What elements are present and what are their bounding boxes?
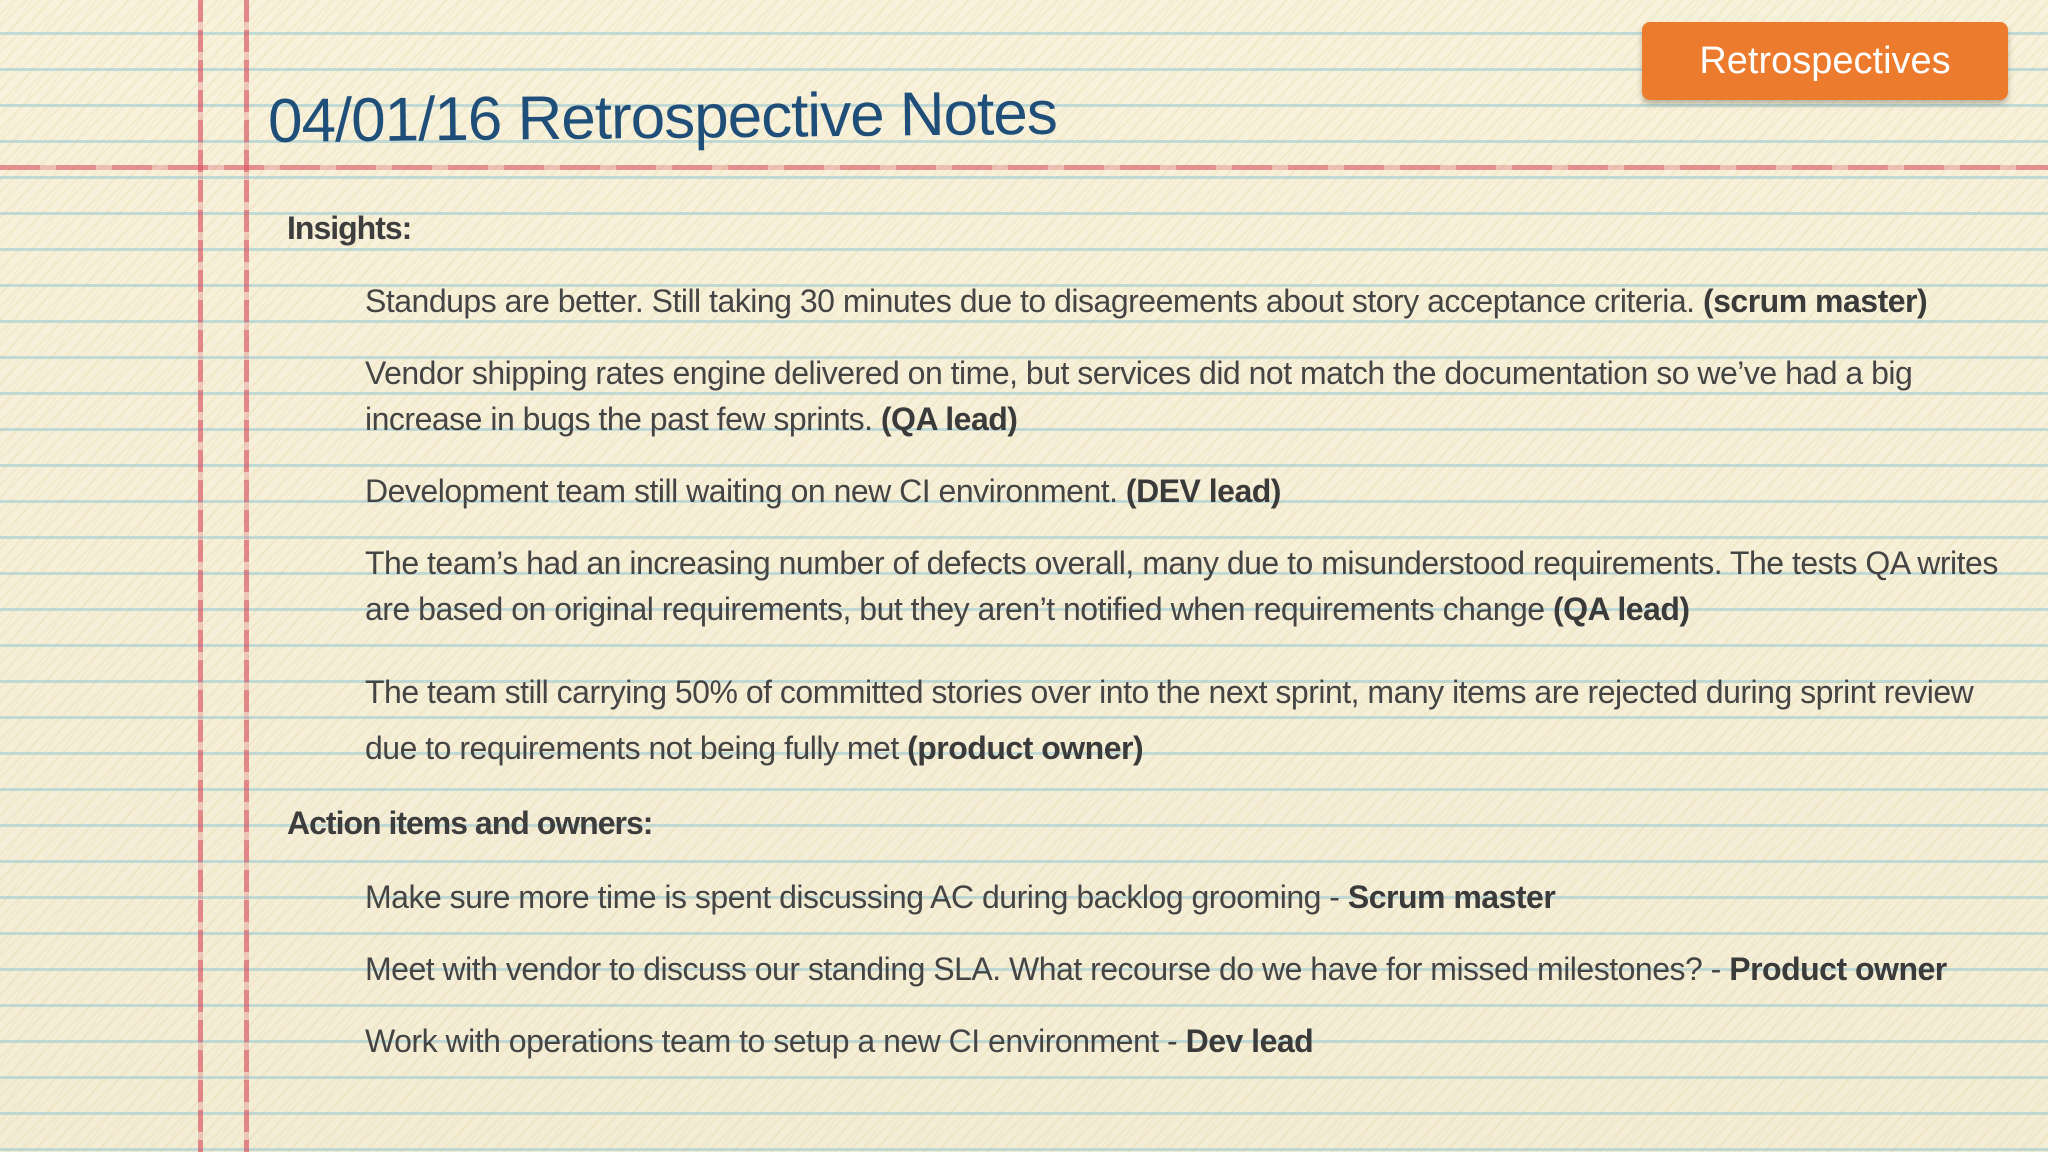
action-item	[365, 946, 2005, 992]
insight-owner: (QA lead)	[1552, 591, 1690, 627]
insight-item	[365, 468, 2005, 514]
insight-owner: (product owner)	[907, 730, 1144, 766]
action-text: Work with operations team to setup a new CI environment -	[365, 1023, 1186, 1059]
action-text: Meet with vendor to discuss our standing SLA. What recourse do we have for missed milestones? -	[365, 951, 1730, 987]
insight-item	[365, 540, 2005, 632]
margin-line-left	[198, 0, 203, 1152]
header-rule	[0, 165, 2048, 170]
insight-text: Standups are better. Still taking 30 minutes due to disagreements about story acceptance criteria.	[365, 283, 1703, 319]
action-text: Make sure more time is spent discussing AC during backlog grooming -	[365, 879, 1348, 915]
insight-item	[365, 278, 2005, 324]
insight-owner: (QA lead)	[880, 401, 1018, 437]
margin-line-right	[244, 0, 249, 1152]
page-title: 04/01/16 Retrospective Notes	[267, 78, 1058, 156]
insight-text: The team still carrying 50% of committed stories over into the next sprint, many items are rejected during sprint review due to requirements not being fully met	[365, 674, 1974, 766]
insight-text: Development team still waiting on new CI environment.	[365, 473, 1126, 509]
action-owner: Dev lead	[1185, 1023, 1314, 1059]
insight-item	[365, 350, 2005, 442]
action-item	[365, 874, 2005, 920]
retrospectives-badge[interactable]: Retrospectives	[1642, 22, 2008, 100]
action-owner: Scrum master	[1347, 879, 1556, 915]
action-items-heading: Action items and owners:	[287, 805, 653, 841]
action-owner: Product owner	[1729, 951, 1947, 987]
insight-item	[365, 664, 2005, 776]
insight-owner: (DEV lead)	[1125, 473, 1281, 509]
insight-text: The team’s had an increasing number of defects overall, many due to misunderstood requirements. The tests QA writes are based on original requirements, but they aren’t notified when requirements change	[365, 545, 1998, 627]
action-item	[365, 1018, 2005, 1064]
insight-text: Vendor shipping rates engine delivered on time, but services did not match the documentation so we’ve had a big increase in bugs the past few sprints.	[365, 355, 1913, 437]
insight-owner: (scrum master)	[1702, 283, 1928, 319]
insights-heading: Insights:	[287, 210, 412, 246]
